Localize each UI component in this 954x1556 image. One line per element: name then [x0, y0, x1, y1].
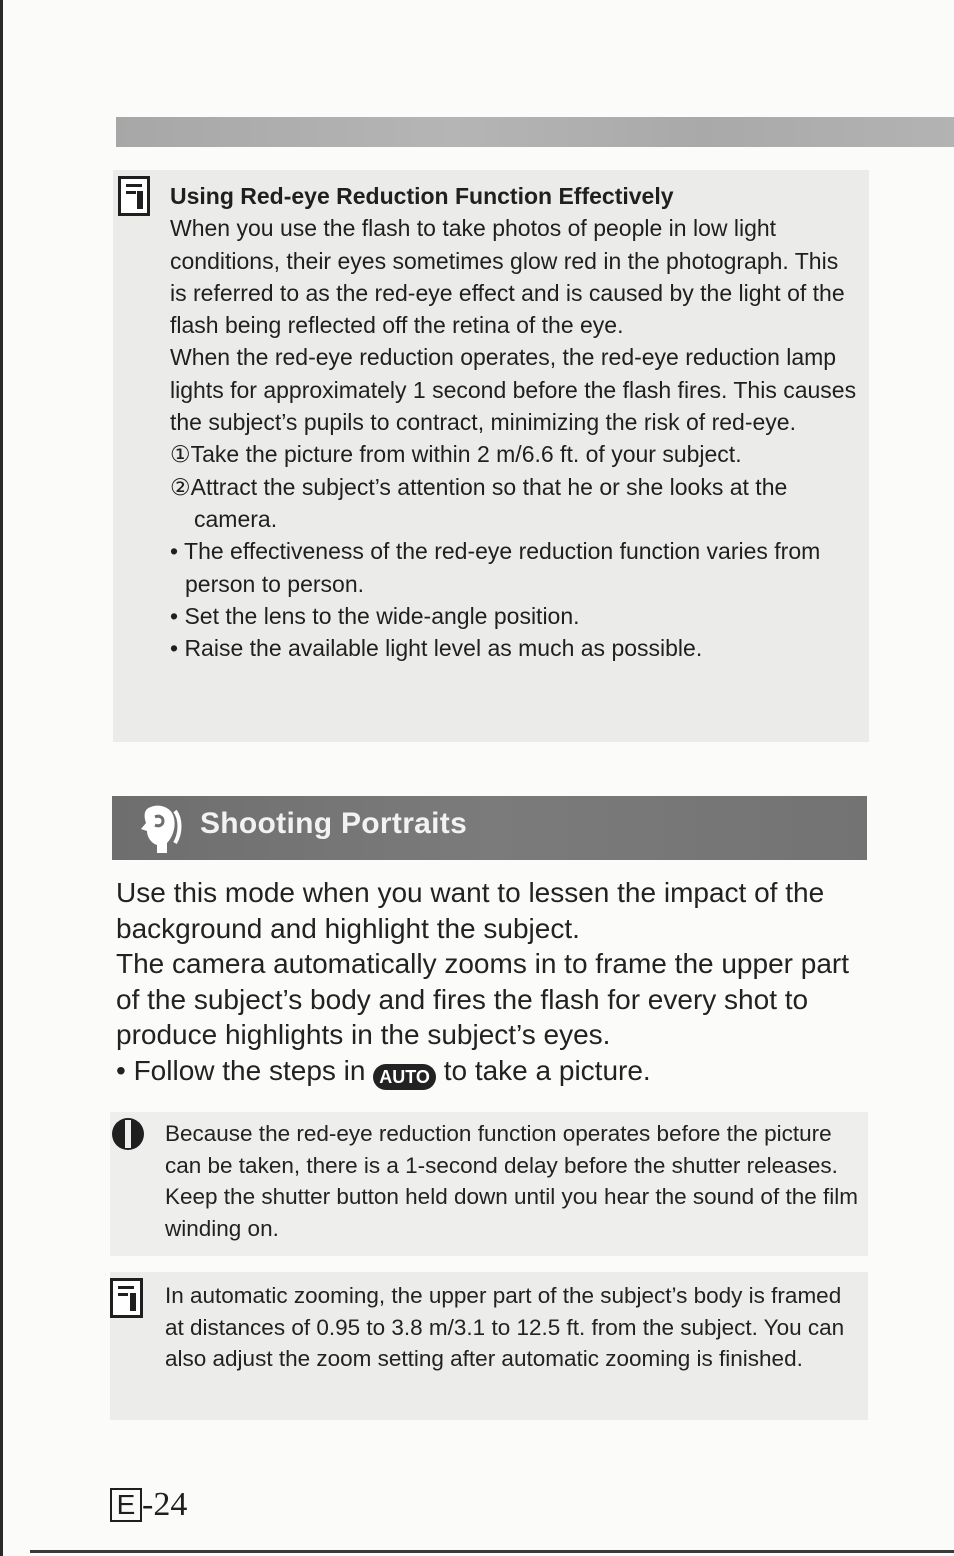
memo-paragraph: When the red-eye reduction operates, the red-eye reduction lamp lights for approximately 1 second before the flash fires. This causes the subject’s pupils to contract, minimizing the risk of red-eye.: [170, 344, 857, 436]
page-number-value: -24: [142, 1486, 188, 1523]
section-title: Shooting Portraits: [200, 807, 468, 840]
note-text: In automatic zooming, the upper part of the subject’s body is framed at distances of 0.95 to 3.8 m/3.1 to 12.5 ft. from the subject. You can also adjust the zoom setting after automatic zooming is finished.: [165, 1283, 845, 1371]
memo-step: ①Take the picture from within 2 m/6.6 ft. of your subject.: [170, 441, 742, 468]
memo-bullet: • The effectiveness of the red-eye reduction function varies from person to person.: [170, 538, 821, 597]
section-bullet: [116, 1053, 866, 1090]
section-body: [116, 875, 866, 1090]
language-badge: E: [110, 1488, 142, 1522]
section-paragraph: Use this mode when you want to lessen the impact of the background and highlight the subject.: [116, 877, 825, 944]
memo-icon: [118, 176, 150, 216]
memo-title: Using Red-eye Reduction Function Effectively: [170, 183, 674, 209]
memo-content: [170, 180, 860, 664]
memo-paragraph: When you use the flash to take photos of people in low light conditions, their eyes sometimes glow red in the photograph. This is referred to as the red-eye effect and is caused by the light of the flash being reflected off the retina of the eye.: [170, 215, 845, 339]
page-edge-bottom: [30, 1550, 954, 1553]
memo-step: ②Attract the subject’s attention so that he or she looks at the camera.: [170, 473, 788, 532]
page-edge-left: [0, 0, 3, 1556]
bullet-suffix: to take a picture.: [435, 1054, 651, 1086]
page-number: [110, 1486, 187, 1524]
bullet-prefix: • Follow the steps in: [116, 1054, 374, 1086]
memo-icon: [110, 1278, 143, 1318]
section-paragraph: The camera automatically zooms in to frame the upper part of the subject’s body and fires the flash for every shot to produce highlights in the subject’s eyes.: [116, 948, 850, 1050]
memo-bullet: • Raise the available light level as much as possible.: [170, 635, 703, 662]
caution-icon: [110, 1116, 146, 1152]
memo-bullet: • Set the lens to the wide-angle position.: [170, 602, 580, 629]
portrait-icon: [133, 803, 183, 855]
auto-mode-icon: AUTO: [373, 1064, 436, 1090]
top-section-bar: [116, 117, 954, 147]
caution-text: Because the red-eye reduction function operates before the picture can be taken, there is a 1-second delay before the shutter releases. Keep the shutter button held down until you hear the sound of the film winding on.: [165, 1121, 858, 1241]
